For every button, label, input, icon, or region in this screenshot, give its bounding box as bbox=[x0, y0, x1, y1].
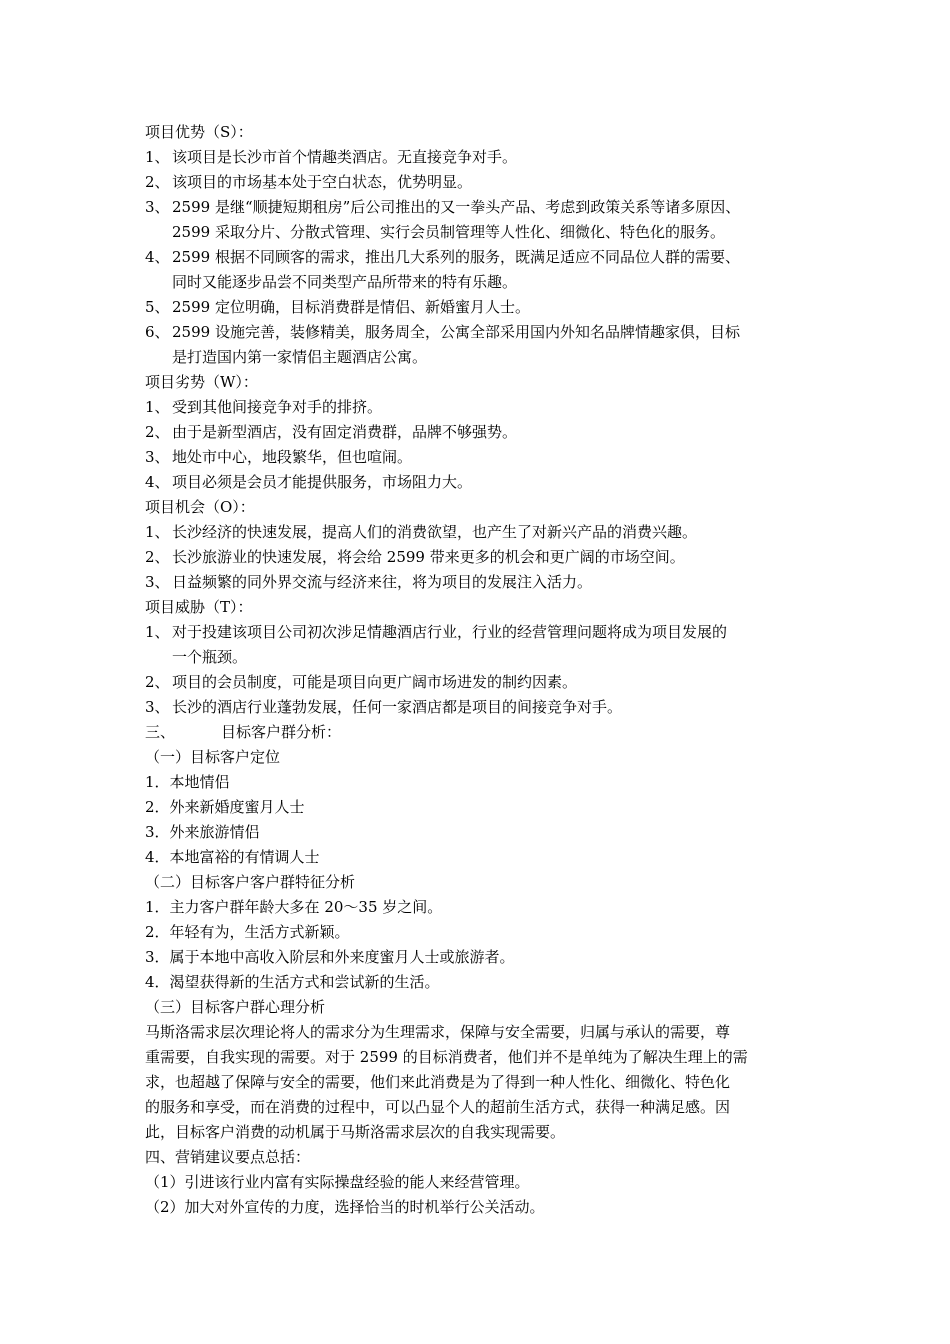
list-item: （1）引进该行业内富有实际操盘经验的能人来经营管理。 bbox=[145, 1173, 530, 1191]
item-number: 1、 bbox=[145, 623, 170, 641]
section-number: 三、 bbox=[145, 723, 176, 741]
list-item: 1．主力客户群年龄大多在 20～35 岁之间。 bbox=[145, 898, 443, 916]
list-item: 3．外来旅游情侣 bbox=[145, 823, 260, 841]
list-item bbox=[145, 320, 815, 370]
section-title: 目标客户群分析： bbox=[221, 723, 342, 741]
item-number: 6、 bbox=[145, 323, 170, 341]
item-text: 受到其他间接竞争对手的排挤。 bbox=[172, 398, 383, 416]
list-item bbox=[145, 620, 815, 670]
item-text: 该项目的市场基本处于空白状态，优势明显。 bbox=[172, 173, 473, 191]
list-item bbox=[145, 395, 815, 420]
paragraph-line: 此，目标客户消费的动机属于马斯洛需求层次的自我实现需要。 bbox=[145, 1123, 566, 1141]
item-text: 2599 根据不同顾客的需求，推出几大系列的服务，既满足适应不同品位人群的需要、 bbox=[172, 248, 740, 266]
list-item bbox=[145, 570, 815, 595]
item-number: 1、 bbox=[145, 148, 170, 166]
item-text: 由于是新型酒店，没有固定消费群，品牌不够强势。 bbox=[172, 423, 518, 441]
list-item: （2）加大对外宣传的力度，选择恰当的时机举行公关活动。 bbox=[145, 1198, 545, 1216]
list-item bbox=[145, 520, 815, 545]
strengths-list bbox=[145, 145, 815, 370]
item-number: 3、 bbox=[145, 573, 170, 591]
swot-weaknesses-heading: 项目劣势（W）： bbox=[145, 373, 258, 391]
paragraph-line: 的服务和享受，而在消费的过程中，可以凸显个人的超前生活方式，获得一种满足感。因 bbox=[145, 1098, 731, 1116]
list-item: 4．渴望获得新的生活方式和尝试新的生活。 bbox=[145, 973, 440, 991]
item-text: 2599 定位明确，目标消费群是情侣、新婚蜜月人士。 bbox=[172, 298, 530, 316]
subsection-3-heading: （三）目标客户群心理分析 bbox=[145, 998, 326, 1016]
item-number: 1、 bbox=[145, 523, 170, 541]
list-item bbox=[145, 145, 815, 170]
item-text: 日益频繁的同外界交流与经济来往，将为项目的发展注入活力。 bbox=[172, 573, 593, 591]
list-item bbox=[145, 670, 815, 695]
subsection-1-heading: （一）目标客户定位 bbox=[145, 748, 281, 766]
list-item: 1．本地情侣 bbox=[145, 773, 230, 791]
swot-opportunities-heading: 项目机会（O）： bbox=[145, 498, 255, 516]
list-item: 2．年轻有为，生活方式新颖。 bbox=[145, 923, 350, 941]
item-number: 4、 bbox=[145, 248, 170, 266]
list-item bbox=[145, 295, 815, 320]
list-item bbox=[145, 245, 815, 295]
item-text: 长沙经济的快速发展，提高人们的消费欲望，也产生了对新兴产品的消费兴趣。 bbox=[172, 523, 698, 541]
item-text: 是打造国内第一家情侣主题酒店公寓。 bbox=[172, 348, 428, 366]
item-number: 2、 bbox=[145, 423, 170, 441]
item-text: 地处市中心，地段繁华，但也喧闹。 bbox=[172, 448, 413, 466]
section-4-heading: 四、营销建议要点总括： bbox=[145, 1148, 311, 1166]
item-text: 该项目是长沙市首个情趣类酒店。无直接竞争对手。 bbox=[172, 148, 518, 166]
list-item: 3．属于本地中高收入阶层和外来度蜜月人士或旅游者。 bbox=[145, 948, 515, 966]
list-item bbox=[145, 195, 815, 245]
item-number: 3、 bbox=[145, 448, 170, 466]
list-item bbox=[145, 445, 815, 470]
swot-strengths-heading: 项目优势（S）： bbox=[145, 123, 253, 141]
list-item bbox=[145, 170, 815, 195]
list-item bbox=[145, 545, 815, 570]
item-text: 长沙旅游业的快速发展，将会给 2599 带来更多的机会和更广阔的市场空间。 bbox=[172, 548, 685, 566]
item-text: 2599 设施完善，装修精美，服务周全，公寓全部采用国内外知名品牌情趣家俱，目标 bbox=[172, 323, 740, 341]
item-text: 项目的会员制度，可能是项目向更广阔市场进发的制约因素。 bbox=[172, 673, 578, 691]
paragraph-line: 求，也超越了保障与安全的需要，他们来此消费是为了得到一种人性化、细微化、特色化 bbox=[145, 1073, 731, 1091]
item-number: 2、 bbox=[145, 548, 170, 566]
item-text: 项目必须是会员才能提供服务，市场阻力大。 bbox=[172, 473, 473, 491]
list-item: 2．外来新婚度蜜月人士 bbox=[145, 798, 305, 816]
item-number: 2、 bbox=[145, 173, 170, 191]
list-item: 4．本地富裕的有情调人士 bbox=[145, 848, 320, 866]
list-item bbox=[145, 470, 815, 495]
psychology-paragraph bbox=[145, 1020, 815, 1145]
item-number: 1、 bbox=[145, 398, 170, 416]
list-item bbox=[145, 420, 815, 445]
threats-list bbox=[145, 620, 815, 720]
item-text: 2599 采取分片、分散式管理、实行会员制管理等人性化、细微化、特色化的服务。 bbox=[172, 223, 725, 241]
item-text: 同时又能逐步品尝不同类型产品所带来的特有乐趣。 bbox=[172, 273, 518, 291]
item-number: 3、 bbox=[145, 698, 170, 716]
section-3-heading bbox=[145, 720, 815, 745]
item-text: 长沙的酒店行业蓬勃发展，任何一家酒店都是项目的间接竞争对手。 bbox=[172, 698, 623, 716]
item-number: 3、 bbox=[145, 198, 170, 216]
item-text: 对于投建该项目公司初次涉足情趣酒店行业，行业的经营管理问题将成为项目发展的 bbox=[172, 623, 728, 641]
document-page bbox=[145, 120, 815, 1220]
item-number: 4、 bbox=[145, 473, 170, 491]
subsection-2-heading: （二）目标客户客户群特征分析 bbox=[145, 873, 356, 891]
list-item bbox=[145, 695, 815, 720]
weaknesses-list bbox=[145, 395, 815, 495]
swot-threats-heading: 项目威胁（T）： bbox=[145, 598, 253, 616]
paragraph-line: 重需要，自我实现的需要。对于 2599 的目标消费者，他们并不是单纯为了解决生理上的需 bbox=[145, 1048, 748, 1066]
item-text: 2599 是继“顺捷短期租房”后公司推出的又一拳头产品、考虑到政策关系等诸多原因、 bbox=[172, 198, 741, 216]
item-number: 5、 bbox=[145, 298, 170, 316]
opportunities-list bbox=[145, 520, 815, 595]
item-number: 2、 bbox=[145, 673, 170, 691]
paragraph-line: 马斯洛需求层次理论将人的需求分为生理需求，保障与安全需要，归属与承认的需要，尊 bbox=[145, 1023, 731, 1041]
item-text: 一个瓶颈。 bbox=[172, 648, 248, 666]
